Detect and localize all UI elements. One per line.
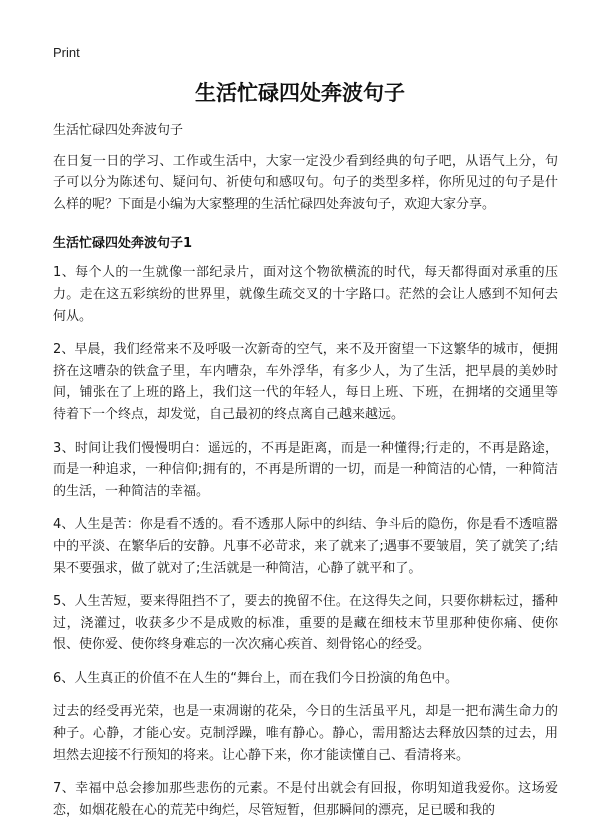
paragraph-3: 3、时间让我们慢慢明白：遥远的，不再是距离，而是一种懂得;行走的，不再是路途，而是一种追求，一种信仰;拥有的，不再是所谓的一切，而是一种简洁的心情，一种简洁的生活，一种简洁的幸福。 (53, 440, 558, 499)
paragraph-7: 过去的经受再光荣，也是一束凋谢的花朵，今日的生活虽平凡，却是一把布满生命力的种子。心静，才能心安。克制浮躁，唯有静心。静心，需用豁达去释放囚禁的过去，用坦然去迎接不行预知的将来。让心静下来，你才能读懂自己、看清将来。 (53, 704, 558, 763)
paragraph-2: 2、早晨，我们经常来不及呼吸一次新奇的空气，来不及开窗望一下这繁华的城市，便拥挤在这嘈杂的铁盒子里，车内嘈杂，车外浮华，有多少人，为了生活，把早晨的美妙时间，铺张在了上班的路上，我们这一代的年轻人，每日上班、下班，在拥堵的交通里等待着下一个终点，却发觉，自己最初的终点离自己越来越远。 (53, 342, 558, 422)
paragraph-4: 4、人生是苦：你是看不透的。看不透那人际中的纠结、争斗后的隐伤，你是看不透喧嚣中的平淡、在繁华后的安静。凡事不必苛求，来了就来了;遇事不要皱眉，笑了就笑了;结果不要强求，做了就对了;生活就是一种简洁，心静了就平和了。 (53, 517, 558, 576)
document-title: 生活忙碌四处奔波句子 (195, 81, 405, 105)
paragraph-5: 5、人生苦短，要来得阻挡不了，要去的挽留不住。在这得失之间，只要你耕耘过，播种过，浇灌过，收获多少不是成败的标准，重要的是藏在细枝末节里那种使你痛、使你恨、使你爱、使你终身难忘的一次次痛心疾首、刻骨铭心的经受。 (53, 594, 558, 653)
document-body (53, 120, 558, 833)
intro-paragraph: 在日复一日的学习、工作或生活中，大家一定没少看到经典的句子吧，从语气上分，句子可以分为陈述句、疑问句、祈使句和感叹句。句子的类型多样，你所见过的句子是什么样的呢？下面是小编为大家整理的生活忙碌四处奔波句子，欢迎大家分享。 (53, 153, 558, 212)
document-subtitle: 生活忙碌四处奔波句子 (53, 123, 184, 138)
section-heading: 生活忙碌四处奔波句子1 (53, 236, 193, 252)
paragraph-8: 7、幸福中总会掺加那些悲伤的元素。不是付出就会有回报，你明知道我爱你。这场爱恋，如烟花般在心的荒芜中绚烂，尽管短暂，但那瞬间的漂亮，足已暖和我的 (53, 781, 558, 818)
print-link[interactable]: Print (53, 45, 80, 60)
paragraph-1: 1、每个人的一生就像一部纪录片，面对这个物欲横流的时代，每天都得面对承重的压力。走在这五彩缤纷的世界里，就像生疏交叉的十字路口。茫然的会让人感到不知何去何从。 (53, 265, 558, 324)
paragraph-6: 6、人生真正的价值不在人生的“舞台上，而在我们今日扮演的角色中。 (53, 670, 459, 686)
